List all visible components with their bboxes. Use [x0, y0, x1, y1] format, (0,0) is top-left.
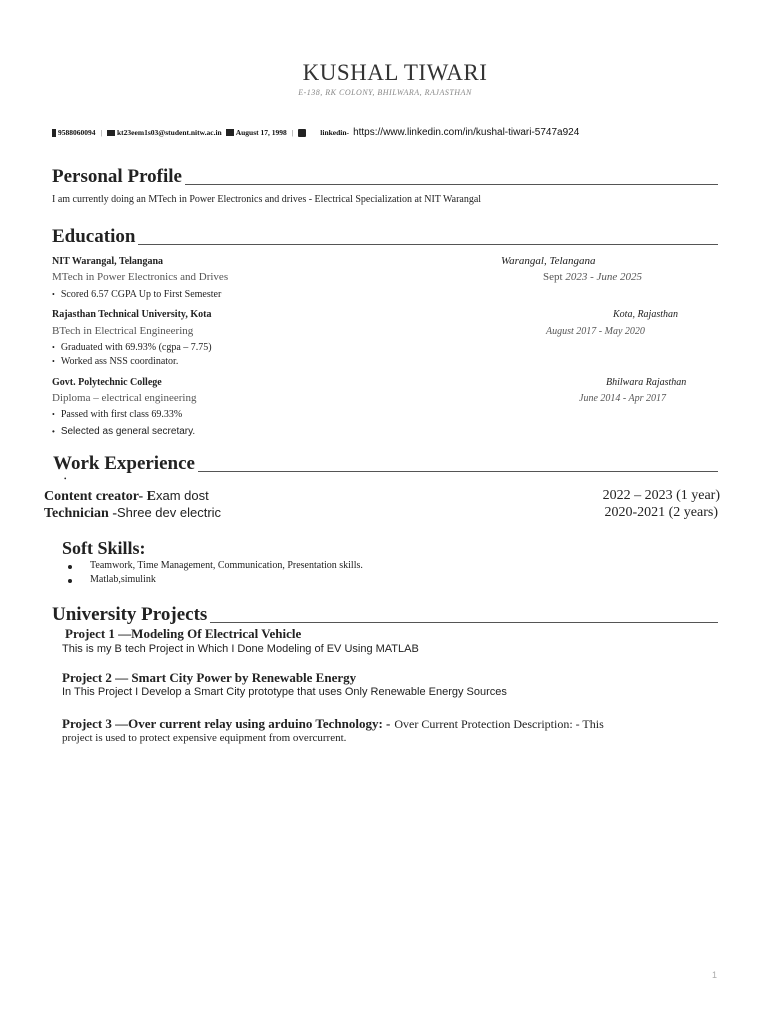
bullet-dot: [68, 579, 72, 583]
email-link[interactable]: kt23eem1s03@student.nitw.ac.in: [117, 128, 222, 137]
skill-item: Matlab,simulink: [90, 574, 156, 585]
stray-bullet: •: [64, 475, 67, 483]
resume-name: KUSHAL TIWARI: [302, 60, 488, 85]
profile-text: I am currently doing an MTech in Power Electronics and drives - Electrical Specialization at NIT Warangal: [52, 194, 482, 205]
job-title: [44, 505, 221, 522]
edu-degree: Diploma – electrical engineering: [52, 392, 197, 404]
cake-icon: [226, 129, 234, 136]
project-desc: project is used to protect expensive equipment from overcurrent.: [62, 732, 347, 744]
project-title-line: [62, 715, 604, 733]
project-desc: In This Project I Develop a Smart City prototype that uses Only Renewable Energy Sources: [62, 686, 507, 698]
edu-location: Kota, Rajasthan: [613, 309, 679, 320]
edu-bullet: • Scored 6.57 CGPA Up to First Semester: [52, 289, 221, 300]
edu-degree: MTech in Power Electronics and Drives: [52, 271, 229, 283]
edu-degree: BTech in Electrical Engineering: [52, 325, 194, 337]
section-rule: [198, 471, 718, 472]
section-rule: [210, 622, 718, 623]
address: E-138, RK COLONY, BHILWARA, RAJASTHAN: [298, 88, 472, 97]
section-heading: Personal Profile: [52, 166, 182, 187]
edu-bullet: • Graduated with 69.93% (cgpa – 7.75): [52, 342, 212, 353]
bullet-dot: [68, 565, 72, 569]
separator: |: [291, 128, 294, 137]
edu-location: Bhilwara Rajasthan: [606, 377, 687, 388]
date-of-birth: August 17, 1998: [235, 128, 287, 137]
section-personal-profile: [52, 166, 718, 188]
section-education: [52, 226, 718, 248]
edu-institution: Govt. Polytechnic College: [52, 377, 162, 388]
job-role: Content creator- E: [44, 489, 156, 504]
linkedin-url-link[interactable]: https://www.linkedin.com/in/kushal-tiwari-5747a924: [353, 127, 580, 138]
section-work-experience: [53, 453, 718, 475]
edu-institution: Rajasthan Technical University, Kota: [52, 309, 212, 320]
linkedin-label: linkedin-: [320, 128, 350, 137]
job-period: 2022 – 2023 (1 year): [602, 488, 720, 503]
job-role: Technician -: [44, 506, 117, 521]
skill-item: Teamwork, Time Management, Communication, Presentation skills.: [90, 560, 363, 571]
edu-dates: August 2017 - May 2020: [546, 326, 645, 337]
project-title: Project 3 —Over current relay using arduino Technology: -: [62, 716, 391, 731]
section-heading: Work Experience: [53, 453, 195, 474]
section-rule: [138, 244, 718, 245]
separator: |: [100, 128, 103, 137]
edu-dates: June 2014 - Apr 2017: [579, 393, 667, 404]
job-org: Shree dev electric: [117, 505, 222, 520]
envelope-icon: [107, 130, 115, 136]
section-soft-skills-heading: Soft Skills:: [62, 538, 146, 558]
job-org: xam dost: [155, 488, 209, 503]
contact-bar: [52, 127, 579, 138]
edu-location: Warangal, Telangana: [501, 255, 596, 267]
section-heading: Education: [52, 226, 136, 247]
linkedin-icon: [298, 129, 306, 137]
project-inline-desc: Over Current Protection Description: - This: [394, 717, 604, 731]
edu-dates-rest: 2023 - June 2025: [565, 271, 642, 283]
phone-number: 9588060094: [58, 128, 96, 137]
edu-bullet: • Passed with first class 69.33%: [52, 409, 182, 420]
edu-bullet: • Selected as general secretary.: [52, 426, 195, 437]
edu-bullet: • Worked ass NSS coordinator.: [52, 356, 178, 367]
project-title: Project 2 — Smart City Power by Renewable Energy: [62, 670, 357, 685]
edu-dates: [543, 271, 642, 283]
section-rule: [185, 184, 718, 185]
section-university-projects: [52, 604, 718, 626]
phone-icon: [52, 129, 56, 137]
job-period: 2020-2021 (2 years): [604, 505, 718, 520]
project-desc: This is my B tech Project in Which I Done Modeling of EV Using MATLAB: [62, 643, 419, 655]
edu-institution: NIT Warangal, Telangana: [52, 256, 164, 267]
job-title: [44, 488, 209, 505]
edu-dates-start: Sept: [543, 271, 563, 283]
project-title: Project 1 —Modeling Of Electrical Vehicle: [65, 626, 302, 641]
section-heading: University Projects: [52, 604, 208, 625]
page-number: 1: [712, 970, 718, 980]
